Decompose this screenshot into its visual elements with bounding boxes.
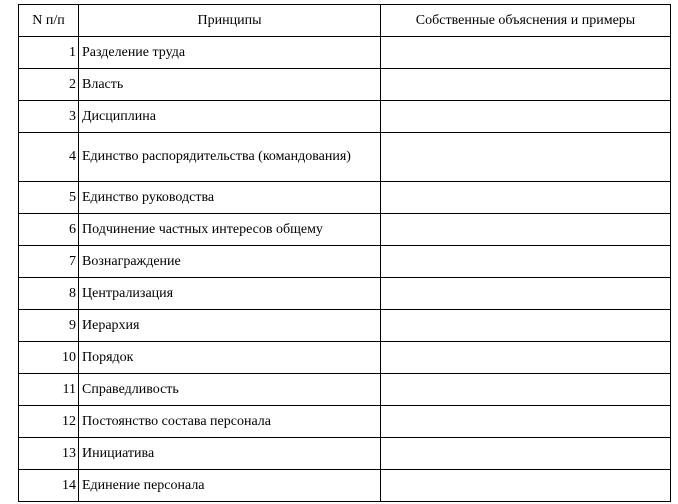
header-explanation: Собственные объяснения и примеры bbox=[381, 5, 671, 37]
row-num: 1 bbox=[19, 37, 79, 69]
row-num: 13 bbox=[19, 438, 79, 470]
row-num: 3 bbox=[19, 101, 79, 133]
row-explanation-cell[interactable] bbox=[381, 438, 671, 470]
table-row bbox=[19, 342, 671, 374]
row-explanation-cell[interactable] bbox=[381, 246, 671, 278]
row-explanation-cell[interactable] bbox=[381, 101, 671, 133]
row-principle: Централизация bbox=[79, 278, 381, 310]
row-explanation-cell[interactable] bbox=[381, 278, 671, 310]
row-explanation-cell[interactable] bbox=[381, 470, 671, 502]
row-num: 2 bbox=[19, 69, 79, 101]
table-row bbox=[19, 182, 671, 214]
row-explanation-cell[interactable] bbox=[381, 214, 671, 246]
row-principle: Постоянство состава персонала bbox=[79, 406, 381, 438]
row-principle: Разделение труда bbox=[79, 37, 381, 69]
table-row bbox=[19, 133, 671, 182]
row-explanation-cell[interactable] bbox=[381, 133, 671, 182]
row-explanation-cell[interactable] bbox=[381, 342, 671, 374]
row-explanation-cell[interactable] bbox=[381, 182, 671, 214]
row-explanation-cell[interactable] bbox=[381, 37, 671, 69]
table-row bbox=[19, 278, 671, 310]
header-row bbox=[19, 5, 671, 37]
table-row bbox=[19, 37, 671, 69]
table-row bbox=[19, 310, 671, 342]
table-row bbox=[19, 246, 671, 278]
table-row bbox=[19, 374, 671, 406]
row-num: 6 bbox=[19, 214, 79, 246]
row-principle: Справедливость bbox=[79, 374, 381, 406]
principles-table bbox=[18, 4, 671, 502]
row-num: 4 bbox=[19, 133, 79, 182]
row-principle: Инициатива bbox=[79, 438, 381, 470]
row-principle: Дисциплина bbox=[79, 101, 381, 133]
row-principle: Единение персонала bbox=[79, 470, 381, 502]
row-principle: Власть bbox=[79, 69, 381, 101]
row-principle: Порядок bbox=[79, 342, 381, 374]
row-num: 14 bbox=[19, 470, 79, 502]
row-num: 10 bbox=[19, 342, 79, 374]
row-num: 8 bbox=[19, 278, 79, 310]
row-num: 5 bbox=[19, 182, 79, 214]
table-row bbox=[19, 470, 671, 502]
row-explanation-cell[interactable] bbox=[381, 374, 671, 406]
table-row bbox=[19, 69, 671, 101]
row-principle: Подчинение частных интересов общему bbox=[79, 214, 381, 246]
header-principle: Принципы bbox=[79, 5, 381, 37]
row-principle: Единство распорядительства (командования) bbox=[79, 133, 381, 182]
table-row bbox=[19, 406, 671, 438]
row-explanation-cell[interactable] bbox=[381, 406, 671, 438]
row-principle: Иерархия bbox=[79, 310, 381, 342]
row-principle: Единство руководства bbox=[79, 182, 381, 214]
header-num: N п/п bbox=[19, 5, 79, 37]
row-num: 12 bbox=[19, 406, 79, 438]
table-row bbox=[19, 214, 671, 246]
row-explanation-cell[interactable] bbox=[381, 69, 671, 101]
table-row bbox=[19, 438, 671, 470]
row-explanation-cell[interactable] bbox=[381, 310, 671, 342]
row-num: 9 bbox=[19, 310, 79, 342]
row-principle: Вознаграждение bbox=[79, 246, 381, 278]
row-num: 11 bbox=[19, 374, 79, 406]
row-num: 7 bbox=[19, 246, 79, 278]
table-row bbox=[19, 101, 671, 133]
